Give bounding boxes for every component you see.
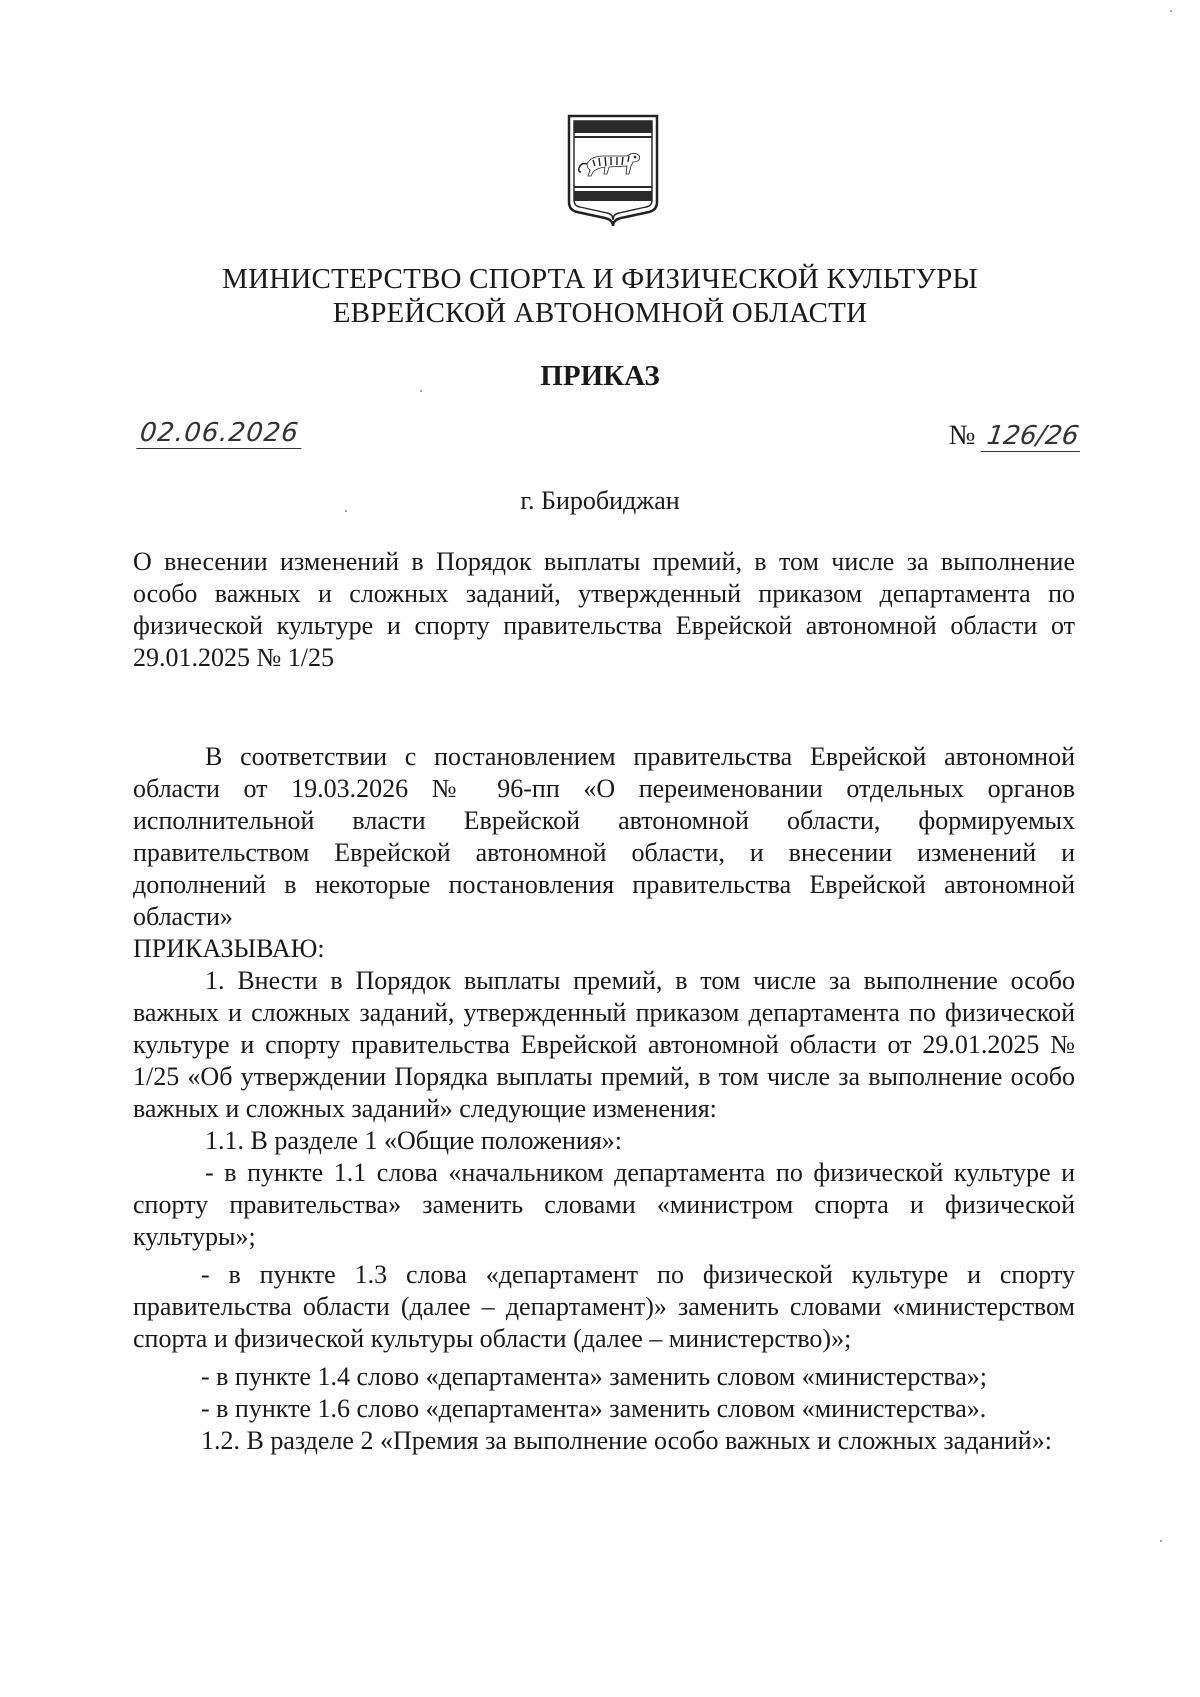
ministry-title-line1: МИНИСТЕРСТВО СПОРТА И ФИЗИЧЕСКОЙ КУЛЬТУРЫ [222, 263, 978, 295]
scan-speck [1170, 10, 1172, 12]
scan-speck [345, 510, 347, 512]
document-subject: О внесении изменений в Порядок выплаты премий, в том числе за выполнение особо важных и сложных заданий, утвержденный приказом департамента по физической культуре и спорту правительства Еврейской автономной области от 29.01.2025 № 1/25 [133, 547, 1075, 672]
ministry-title [120, 262, 1080, 330]
number-prefix: № [948, 420, 976, 451]
document-body [133, 741, 1075, 1457]
document-date: 02.06.2026 [136, 418, 304, 449]
preamble-paragraph: В соответствии с постановлением правительства Еврейской автономной области от 19.03.2026 № 96-пп «О переименовании отдельных органов исполнительной власти Еврейской автономной области, формируемых правительством Еврейской автономной области, и внесении изменений и дополнений в некоторые постановления правительства Еврейской автономной области» [133, 742, 1075, 931]
coat-of-arms-tiger-icon [563, 110, 663, 228]
document-type: ПРИКАЗ [540, 360, 660, 392]
item-1-1-b: - в пункте 1.3 слова «департамент по физической культуре и спорту правительства области (далее – департамент)» заменить словами «министерством спорта и физической культуры области (далее – министерство)»; [133, 1260, 1075, 1353]
item-1-2: 1.2. В разделе 2 «Премия за выполнение особо важных и сложных заданий»: [201, 1426, 1052, 1455]
item-1-1: 1.1. В разделе 1 «Общие положения»: [205, 1126, 623, 1155]
item-1-1-a: - в пункте 1.1 слова «начальником департамента по физической культуре и спорту правительства» заменить словами «министром спорта и физической культуры»; [133, 1158, 1075, 1251]
number-value: 126/26 [980, 421, 1084, 452]
item-1-1-d: - в пункте 1.6 слово «департамента» заменить словом «министерства». [201, 1394, 987, 1423]
scan-speck [420, 390, 422, 392]
scan-speck [1160, 1540, 1162, 1542]
document-number [949, 420, 1082, 452]
city: г. Биробиджан [520, 486, 680, 515]
item-1-1-c: - в пункте 1.4 слово «департамента» заменить словом «министерства»; [201, 1362, 987, 1391]
order-word: ПРИКАЗЫВАЮ: [133, 934, 325, 963]
item-1: 1. Внести в Порядок выплаты премий, в том числе за выполнение особо важных и сложных заданий, утвержденный приказом департамента по физической культуре и спорту правительства Еврейской автономной области от 29.01.2025 № 1/25 «Об утверждении Порядка выплаты премий, в том числе за выполнение особо важных и сложных заданий» следующие изменения: [133, 966, 1075, 1123]
ministry-title-line2: ЕВРЕЙСКОЙ АВТОНОМНОЙ ОБЛАСТИ [332, 297, 868, 329]
